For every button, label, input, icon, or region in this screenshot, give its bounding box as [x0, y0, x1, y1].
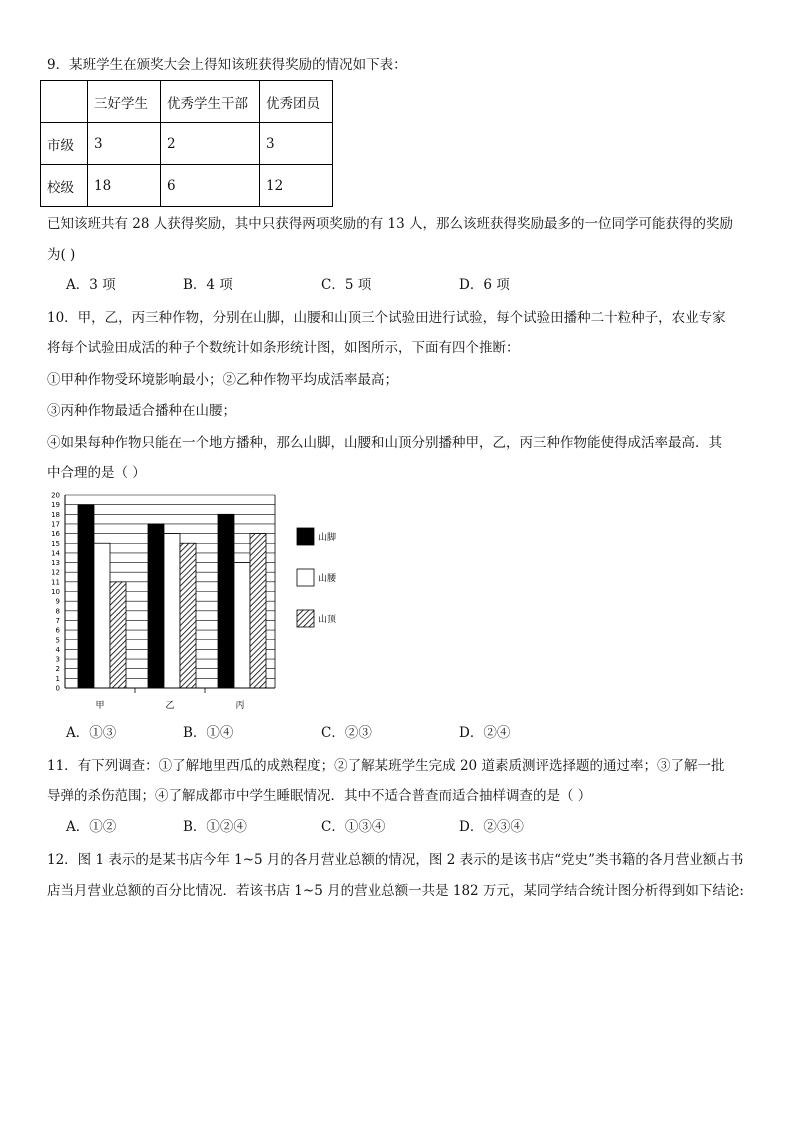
legend-label: 山腰	[318, 574, 337, 584]
legend-swatch	[297, 610, 314, 627]
bar	[180, 543, 196, 688]
table-cell: 2	[161, 123, 260, 165]
option-a: A．①③	[66, 725, 117, 741]
option-b: B．①④	[183, 725, 234, 741]
y-tick-label: 16	[51, 530, 60, 539]
table-row	[41, 123, 333, 165]
option-d: D．②④	[459, 725, 511, 741]
y-tick-label: 13	[51, 559, 60, 568]
q11-line1: 11．有下列调查：①了解地里西瓜的成熟程度；②了解某班学生完成 20 道素质测评选择题的通过率；③了解一批	[47, 758, 725, 774]
option-c: C．②③	[321, 725, 372, 741]
q11-options	[66, 818, 524, 836]
option-c: C．①③④	[321, 819, 386, 835]
bar	[250, 534, 266, 688]
legend-label: 山脚	[318, 533, 337, 543]
table-row	[41, 165, 333, 207]
q9-options	[66, 276, 510, 294]
y-tick-label: 11	[51, 578, 60, 587]
bar	[110, 582, 126, 688]
q9-line2: 为( )	[47, 247, 76, 263]
y-tick-label: 12	[51, 568, 60, 577]
q10-line1: 10．甲，乙，丙三种作物，分别在山脚，山腰和山顶三个试验田进行试验，每个试验田播种二十粒种子，农业专家	[47, 310, 726, 326]
q12-line1: 12．图 1 表示的是某书店今年 1~5 月的各月营业总额的情况，图 2 表示的是该书店“党史”类书籍的各月营业额占书	[47, 852, 744, 868]
option-d: D．②③④	[459, 819, 524, 835]
y-tick-label: 15	[51, 539, 60, 548]
table-row	[41, 81, 333, 123]
y-tick-label: 10	[51, 588, 60, 596]
y-tick-label: 4	[55, 645, 60, 654]
y-tick-label: 9	[55, 597, 60, 606]
bar	[234, 563, 250, 688]
q12-line2: 店当月营业总额的百分比情况．若该书店 1~5 月的营业总额一共是 182 万元，某同学结合统计图分析得到如下结论:	[47, 883, 744, 899]
bar	[164, 534, 180, 688]
q11-line2: 导弹的杀伤范围；④了解成都市中学生睡眠情况．其中不适合普查而适合抽样调查的是（ ）	[47, 788, 592, 804]
legend-label: 山顶	[318, 615, 337, 625]
option-a: A．①②	[66, 819, 117, 835]
table-cell: 3	[88, 123, 161, 165]
x-tick-label: 乙	[165, 701, 175, 711]
bar	[78, 505, 94, 688]
survival-bar-chart	[40, 488, 380, 716]
option-c: C．5 项	[321, 277, 372, 293]
q10-line2: 将每个试验田成活的种子个数统计如条形统计图，如图所示，下面有四个推断：	[47, 340, 520, 356]
q10-line5: ④如果每种作物只能在一个地方播种，那么山脚，山腰和山顶分别播种甲，乙，丙三种作物能使得成活率最高．其	[47, 435, 722, 451]
table-cell: 三好学生	[88, 81, 161, 123]
y-tick-label: 7	[55, 616, 60, 625]
bar	[218, 514, 234, 688]
bar	[94, 543, 110, 688]
q10-line4: ③丙种作物最适合播种在山腰；	[47, 403, 236, 419]
q10-line3: ①甲种作物受环境影响最小；②乙种作物平均成活率最高；	[47, 372, 398, 388]
awards-table	[40, 80, 333, 207]
y-tick-label: 1	[55, 674, 60, 683]
legend-swatch	[297, 569, 314, 586]
legend-swatch	[297, 528, 314, 545]
x-tick-label: 甲	[95, 701, 105, 711]
option-d: D．6 项	[459, 277, 510, 293]
table-cell: 3	[260, 123, 333, 165]
y-tick-label: 19	[51, 501, 60, 510]
y-tick-label: 17	[51, 520, 60, 529]
y-tick-label: 6	[55, 626, 60, 635]
table-cell: 优秀学生干部	[161, 81, 260, 123]
y-tick-label: 2	[55, 665, 60, 674]
bar	[148, 524, 164, 688]
q9-stem: 9．某班学生在颁奖大会上得知该班获得奖励的情况如下表：	[47, 57, 407, 73]
table-cell: 12	[260, 165, 333, 207]
table-cell: 6	[161, 165, 260, 207]
y-tick-label: 18	[51, 510, 60, 519]
y-tick-label: 14	[51, 549, 60, 558]
table-cell: 市级	[41, 123, 88, 165]
y-tick-label: 20	[51, 491, 60, 500]
table-cell: 校级	[41, 165, 88, 207]
table-cell: 优秀团员	[260, 81, 333, 123]
y-tick-label: 3	[55, 655, 60, 664]
table-cell: 18	[88, 165, 161, 207]
q9-line1: 已知该班共有 28 人获得奖励，其中只获得两项奖励的有 13 人，那么该班获得奖励最多的一位同学可能获得的奖励	[47, 216, 734, 232]
y-tick-label: 0	[55, 684, 60, 693]
x-tick-label: 丙	[235, 701, 245, 711]
y-tick-label: 8	[55, 607, 60, 616]
table-cell	[41, 81, 88, 123]
q10-line6: 中合理的是（ ）	[47, 465, 146, 481]
option-a: A．3 项	[66, 277, 116, 293]
option-b: B．4 项	[183, 277, 233, 293]
option-b: B．①②④	[183, 819, 247, 835]
y-tick-label: 5	[55, 636, 60, 645]
q10-options	[66, 724, 510, 742]
